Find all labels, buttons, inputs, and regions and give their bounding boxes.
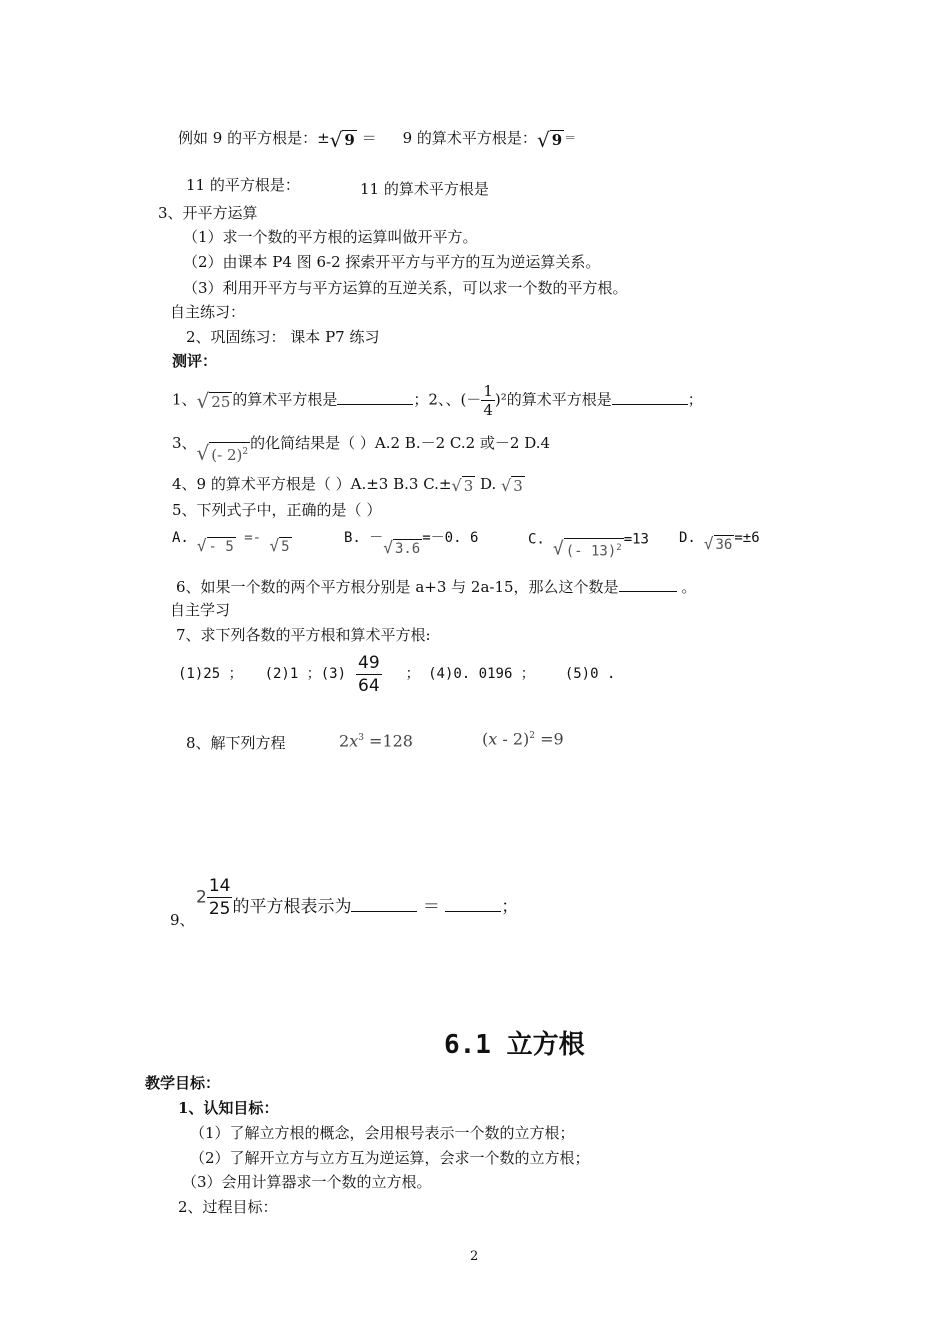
q5-option-d: D. √ 36 =±6 [679, 530, 760, 553]
goals-heading: 教学目标： [145, 1074, 221, 1092]
q7-text: 7、求下列各数的平方根和算术平方根: [176, 626, 431, 644]
sqrt-symbol: √ 9 [329, 127, 355, 152]
sec3-heading: 3、开平方运算 [158, 204, 258, 222]
q5-option-c: C. √ (- 13)$^2$=13 [528, 531, 649, 560]
sqrt-symbol: √ (- 13)$^2$ [552, 538, 622, 560]
self-study: 自主学习 [170, 601, 231, 619]
q8-equation-2: (x - 2)$^2$ =9 [482, 729, 564, 749]
q6: 6、如果一个数的两个平方根分别是 a+3 与 2a-15，那么这个数是 。 [176, 578, 697, 596]
sqrt-symbol: √ 36 [703, 534, 733, 553]
sqrt-symbol: √ 25 [196, 389, 231, 413]
fraction: $\frac{1}{4}$ [483, 382, 493, 419]
sqrt-symbol: √ - 5 [196, 536, 234, 555]
q5-option-b: B. －√ 3.6=－0. 6 [344, 530, 479, 557]
goal-item-1: （1）了解立方根的概念，会用根号表示一个数的立方根； [190, 1124, 575, 1142]
section-title: 6.1 立方根 [444, 1030, 585, 1060]
sqrt-symbol: √ (- 2)$^2$ [196, 440, 249, 465]
example-line: 例如 9 的平方根是：±√ 9 ＝ 9 的算术平方根是：√ 9 ＝ [178, 127, 577, 152]
cog-heading: 1、认知目标： [178, 1099, 279, 1117]
q3: 3、√ (- 2)$^2$ 的化简结果是（ ）A.2 B.－2 C.2 或－2 D.4 [172, 428, 550, 460]
goal-item-2: （2）了解开立方与立方互为逆运算，会求一个数的立方根； [190, 1149, 590, 1167]
sqrt-11-label: 11 的平方根是： [186, 176, 300, 194]
sqrt-symbol: √ 3 [501, 475, 523, 495]
self-practice: 自主练习： [170, 303, 246, 321]
q9: 2 $\frac{14}{25}$ 的平方根表示为 ＝ ； [196, 876, 519, 919]
consolidate: 2、巩固练习： 课本 P7 练习 [186, 328, 380, 346]
sqrt-symbol: √ 5 [269, 536, 290, 555]
process-heading: 2、过程目标： [178, 1198, 278, 1216]
sec3-item-2: （2）由课本 P4 图 6-2 探索开平方与平方的互为逆运算关系。 [183, 253, 601, 271]
sec3-item-1: （1）求一个数的平方根的运算叫做开平方。 [183, 228, 478, 246]
q5-text: 5、下列式子中，正确的是（ ） [172, 501, 382, 519]
q5-option-a: A. √ - 5 =- √ 5 [172, 530, 290, 555]
q9-num: 9、 [170, 911, 195, 929]
sec3-item-3: （3）利用开平方与平方运算的互逆关系，可以求一个数的平方根。 [183, 279, 628, 297]
goal-item-3: （3）会用计算器求一个数的立方根。 [182, 1173, 432, 1191]
fraction: $\frac{49}{64}$ [358, 652, 380, 696]
fraction: $\frac{14}{25}$ [208, 876, 231, 919]
sqrt-symbol: √ 3 [451, 475, 474, 495]
sqrt-symbol: √ 3.6 [383, 538, 421, 557]
q8-text: 8、解下列方程 [186, 734, 286, 752]
page-number: 2 [470, 1249, 479, 1264]
arith-11-label: 11 的算术平方根是 [360, 180, 489, 198]
test-heading: 测评： [172, 352, 218, 370]
q8-equation-1: $2x^3 =128$ [339, 731, 413, 751]
sqrt-symbol: √ 9 [536, 127, 563, 152]
q1: 1、√ 25 的算术平方根是 ；2、、(－ $\frac{1}{4}$ )²的算术平方根是 ； [172, 382, 703, 419]
q4: 4、9 的算术平方根是（ ）A.±3 B.3 C.±√ 3 D. √ 3 [172, 475, 523, 495]
q7-items: (1)25 ； (2)1 ；(3) $\frac{49}{64}$ ； (4)0. 0196 ； (5)0 . [178, 652, 616, 696]
